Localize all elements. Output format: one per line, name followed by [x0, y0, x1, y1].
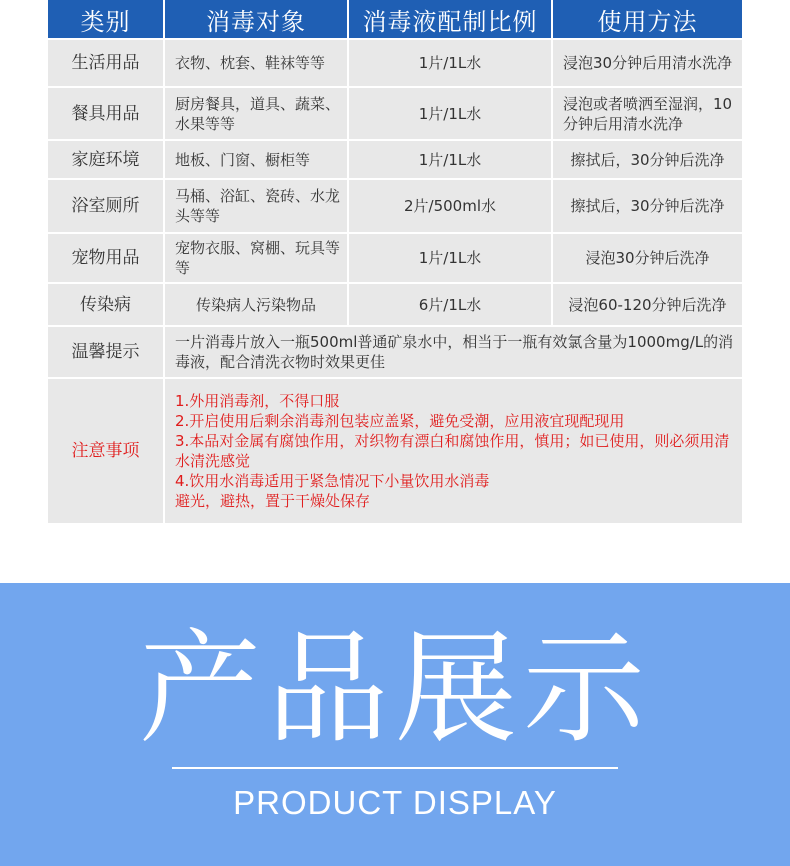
row-ratio: 1片/1L水	[348, 87, 552, 140]
row-object: 厨房餐具，道具、蔬菜、水果等等	[164, 87, 348, 140]
row-ratio: 1片/1L水	[348, 140, 552, 179]
table-row	[48, 87, 742, 140]
notice-line: 3.本品对金属有腐蚀作用，对织物有漂白和腐蚀作用，慎用；如已使用，则必须用清水清洗感觉	[175, 432, 730, 470]
row-object: 马桶、浴缸、瓷砖、水龙头等等	[164, 179, 348, 233]
product-display-banner	[0, 583, 790, 866]
table-row	[48, 179, 742, 233]
notice-category: 注意事项	[48, 378, 164, 524]
table-row	[48, 233, 742, 283]
row-category: 餐具用品	[48, 87, 164, 140]
row-category: 浴室厕所	[48, 179, 164, 233]
row-method: 浸泡30分钟后洗净	[552, 233, 742, 283]
header-object: 消毒对象	[164, 0, 348, 39]
table-row	[48, 39, 742, 87]
notice-line: 避光，避热，置于干燥处保存	[175, 492, 371, 510]
row-ratio: 6片/1L水	[348, 283, 552, 326]
row-category: 宠物用品	[48, 233, 164, 283]
table-header-row	[48, 0, 742, 39]
table-row	[48, 140, 742, 179]
header-ratio: 消毒液配制比例	[348, 0, 552, 39]
row-object: 衣物、枕套、鞋袜等等	[164, 39, 348, 87]
row-object: 地板、门窗、橱柜等	[164, 140, 348, 179]
notice-line: 4.饮用水消毒适用于紧急情况下小量饮用水消毒	[175, 472, 490, 490]
notice-list	[164, 378, 742, 524]
row-ratio: 1片/1L水	[348, 39, 552, 87]
tip-text: 一片消毒片放入一瓶500ml普通矿泉水中，相当于一瓶有效氯含量为1000mg/L的消毒液，配合清洗衣物时效果更佳	[164, 326, 742, 378]
row-ratio: 1片/1L水	[348, 233, 552, 283]
row-method: 擦拭后，30分钟后洗净	[552, 179, 742, 233]
row-method: 浸泡30分钟后用清水洗净	[552, 39, 742, 87]
table-row	[48, 283, 742, 326]
banner-divider	[172, 767, 618, 769]
row-category: 家庭环境	[48, 140, 164, 179]
row-method: 浸泡或者喷洒至湿润，10分钟后用清水洗净	[552, 87, 742, 140]
row-category: 生活用品	[48, 39, 164, 87]
row-method: 擦拭后，30分钟后洗净	[552, 140, 742, 179]
banner-subtitle: PRODUCT DISPLAY	[233, 784, 557, 821]
notice-line: 2.开启使用后剩余消毒剂包装应盖紧，避免受潮，应用液宜现配现用	[175, 412, 625, 430]
notice-row	[48, 378, 742, 524]
header-method: 使用方法	[552, 0, 742, 39]
banner-title: 产品展示	[139, 618, 651, 760]
row-ratio: 2片/500ml水	[348, 179, 552, 233]
row-object: 宠物衣服、窝棚、玩具等等	[164, 233, 348, 283]
tip-row	[48, 326, 742, 378]
row-method: 浸泡60-120分钟后洗净	[552, 283, 742, 326]
row-category: 传染病	[48, 283, 164, 326]
header-category: 类别	[48, 0, 164, 39]
usage-table	[48, 0, 742, 525]
tip-category: 温馨提示	[48, 326, 164, 378]
row-object: 传染病人污染物品	[164, 283, 348, 326]
notice-line: 1.外用消毒剂，不得口服	[175, 392, 340, 410]
